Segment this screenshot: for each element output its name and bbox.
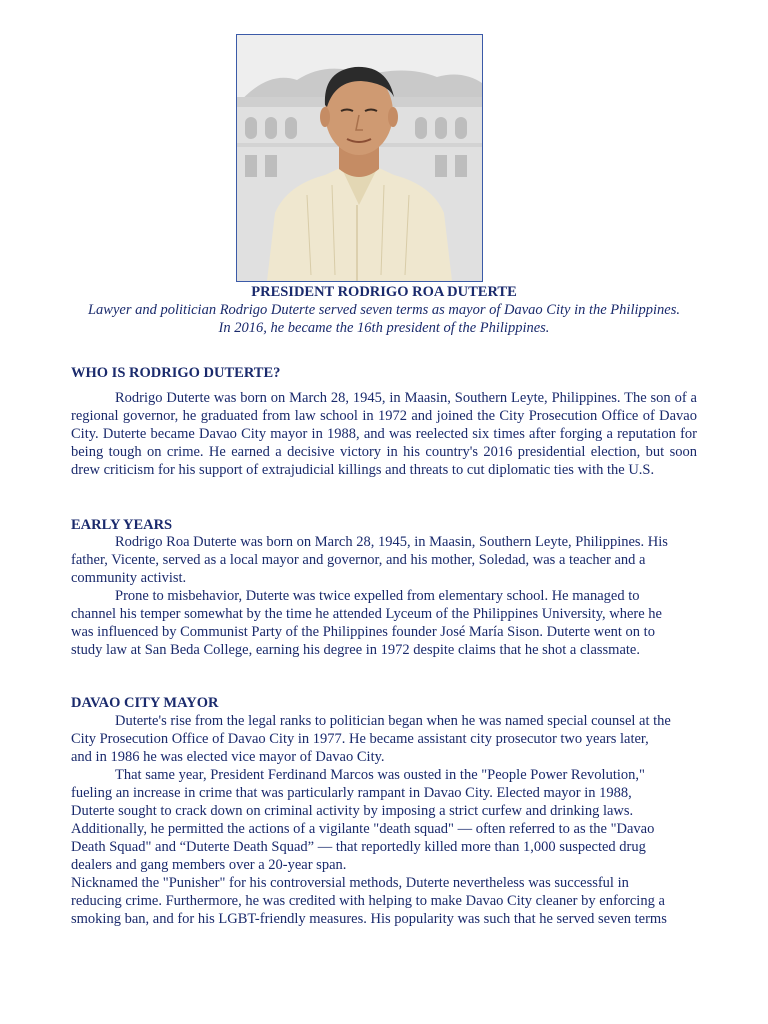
- text-line: father, Vicente, served as a local mayor and governor, and his mother, Soledad, was a teacher and a: [71, 552, 646, 568]
- text-line: smoking ban, and for his LGBT-friendly measures. His popularity was such that he served seven terms: [71, 911, 667, 927]
- text-line: dealers and gang members over a 20-year span.: [71, 857, 347, 873]
- text-line: reducing crime. Furthermore, he was credited with helping to make Davao City cleaner by enforcing a: [71, 893, 665, 909]
- portrait-photo: [236, 34, 483, 282]
- text-line: Duterte's rise from the legal ranks to politician began when he was named special counsel at the: [115, 713, 671, 729]
- heading-early-years: EARLY YEARS: [71, 517, 173, 533]
- subtitle-line: Lawyer and politician Rodrigo Duterte served seven terms as mayor of Davao City in the Philippines.: [87, 302, 680, 318]
- mayor-paragraph-1: [71, 712, 697, 766]
- text-line: fueling an increase in crime that was particularly rampant in Davao City. Elected mayor in 1988,: [71, 785, 632, 801]
- heading-who-is-duterte: WHO IS RODRIGO DUTERTE?: [71, 365, 281, 381]
- who-paragraph: Rodrigo Duterte was born on March 28, 1945, in Maasin, Southern Leyte, Philippines. The son of a regional governor, he graduated from law school in 1972 and joined the City Prosecution Office of Davao City. Duterte became Davao City mayor in 1988, and was reelected six times after forging a reputation for being tough on crime. He earned a decisive victory in his country's 2016 presidential election, but soon drew criticism for his support of extrajudicial killings and threats to cut diplomatic ties with the U.S.: [71, 390, 697, 478]
- early-years-paragraph-1: [71, 533, 697, 587]
- text-line: channel his temper somewhat by the time he attended Lyceum of the Philippines University, where he: [71, 606, 662, 622]
- subtitle-line: In 2016, he became the 16th president of the Philippines.: [218, 320, 550, 336]
- text-line: That same year, President Ferdinand Marcos was ousted in the "People Power Revolution,": [115, 767, 645, 783]
- portrait-caption-subtitle: [60, 301, 708, 337]
- text-line: Duterte sought to crack down on criminal activity by imposing a strict curfew and drinking laws.: [71, 803, 634, 819]
- mayor-paragraph-2: [71, 766, 697, 874]
- early-years-paragraph-2: [71, 587, 697, 659]
- mayor-paragraph-3: [71, 874, 697, 928]
- text-line: was influenced by Communist Party of the Philippines founder José María Sison. Duterte went on to: [71, 624, 655, 640]
- text-line: and in 1986 he was elected vice mayor of Davao City.: [71, 749, 385, 765]
- text-line: Death Squad" and “Duterte Death Squad” — that reportedly killed more than 1,000 suspected drug: [71, 839, 646, 855]
- heading-davao-city-mayor: DAVAO CITY MAYOR: [71, 695, 219, 711]
- portrait-caption-title: PRESIDENT RODRIGO ROA DUTERTE: [251, 284, 517, 300]
- text-line: community activist.: [71, 570, 187, 586]
- text-line: City Prosecution Office of Davao City in 1977. He became assistant city prosecutor two years later,: [71, 731, 649, 747]
- text-line: Prone to misbehavior, Duterte was twice expelled from elementary school. He managed to: [115, 588, 640, 604]
- text-line: study law at San Beda College, earning his degree in 1972 despite claims that he shot a classmate.: [71, 642, 640, 658]
- text-line: Nicknamed the "Punisher" for his controversial methods, Duterte nevertheless was successful in: [71, 875, 629, 891]
- text-line: Rodrigo Roa Duterte was born on March 28, 1945, in Maasin, Southern Leyte, Philippines. His: [115, 534, 668, 550]
- text-line: Additionally, he permitted the actions of a vigilante "death squad" — often referred to as the "Davao: [71, 821, 655, 837]
